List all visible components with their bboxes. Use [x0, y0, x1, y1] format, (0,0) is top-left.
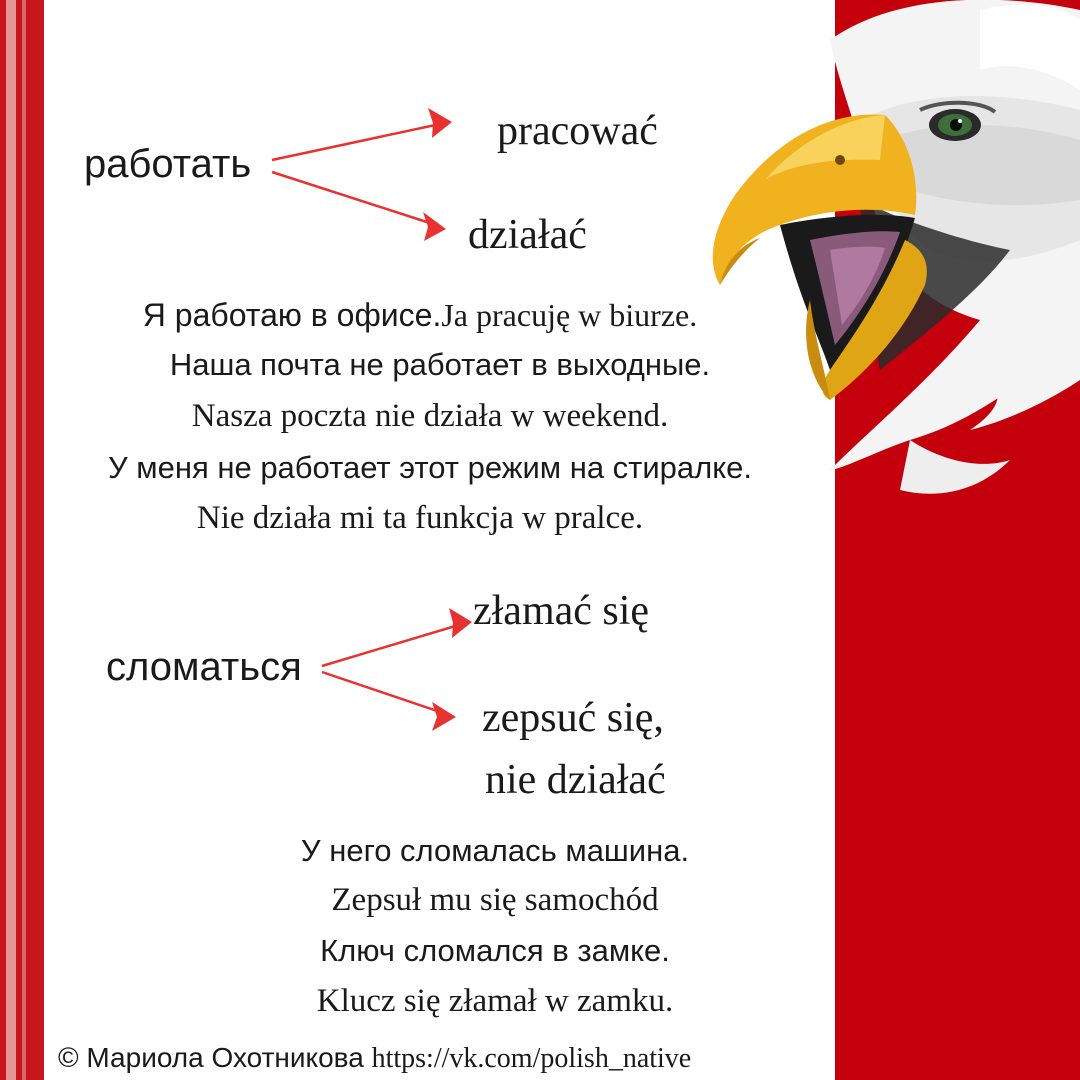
example-pl: Ja pracuję w biurze. — [441, 297, 698, 333]
example-line: Nie działa mi ta funkcja w pralce. — [196, 500, 644, 536]
arrow-icon — [322, 624, 462, 666]
source-word-slomatsya: сломаться — [106, 645, 302, 689]
arrow-icon — [322, 672, 446, 714]
arrow-icon — [272, 172, 436, 225]
example-line — [20, 297, 820, 334]
target-word-dzialac: działać — [468, 212, 587, 258]
target-word-zlamac-sie: złamać się — [473, 588, 650, 634]
source-word-rabotat: работать — [84, 142, 252, 186]
example-line: У него сломалась машина. — [300, 833, 690, 868]
example-line: Ключ сломался в замке. — [320, 933, 670, 968]
copyright-url[interactable]: https://vk.com/polish_native — [371, 1043, 692, 1074]
eagle-head-illustration — [680, 0, 1080, 520]
copyright-author: © Мариола Охотникова — [58, 1042, 364, 1073]
target-word-zepsuc-sie: zepsuć się, — [482, 695, 664, 741]
example-line: Nasza poczta nie działa w weekend. — [191, 398, 669, 434]
left-red-stripe — [0, 0, 44, 1080]
target-word-nie-dzialac: nie działać — [485, 757, 666, 803]
example-line: У меня не работает этот режим на стиралке. — [107, 450, 753, 485]
arrow-icon — [272, 124, 440, 160]
example-line: Zepsuł mu się samochód — [331, 882, 659, 918]
example-line: Наша почта не работает в выходные. — [169, 347, 711, 382]
example-line: Klucz się złamał w zamku. — [316, 983, 674, 1019]
copyright-footer — [58, 1042, 691, 1075]
example-ru: Я работаю в офисе. — [142, 297, 442, 333]
target-word-pracowac: pracować — [497, 108, 658, 154]
